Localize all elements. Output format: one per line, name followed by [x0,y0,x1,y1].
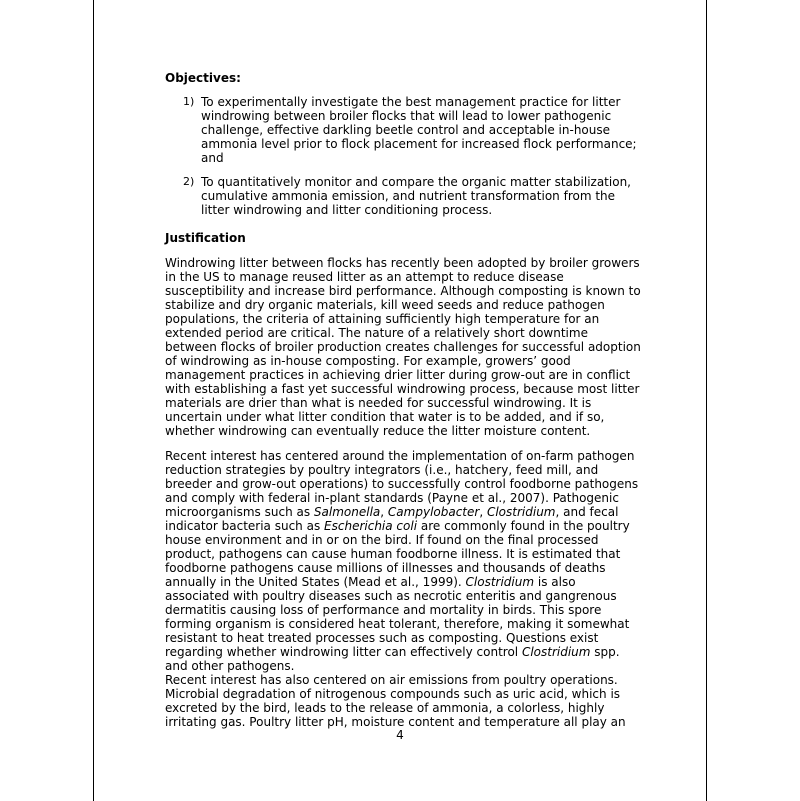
clostridium-term-1: Clostridium [486,505,556,519]
paragraph-2-text-6: is also associated with poultry diseases such as necrotic enteritis and gangrenous dermatitis causing loss of performance and mortality in birds. This spore forming organism is considered heat tolerant, therefore, making it somewhat resistant to heat treated processes such as composting. Questions exist regarding whether windrowing litter can effectively control [165,575,630,659]
paragraph-2-text-2: , [380,505,388,519]
justification-paragraph-2 [165,449,641,673]
objective-text-1: To experimentally investigate the best management practice for litter windrowing between broiler flocks that will lead to lower pathogenic challenge, effective darkling beetle control and acceptable in-house ammonia level prior to flock placement for increased flock performance; and [201,95,637,165]
paragraph-2-text-1: Recent interest has centered around the implementation of on-farm pathogen reduction strategies by poultry integrators (i.e., hatchery, feed mill, and breeder and grow-out operations) to successfully control foodborne pathogens and comply with federal in-plant standards (Payne et al., 2007). Pathogenic microorganisms such as [165,449,639,519]
objectives-list [165,95,641,217]
escherichia-coli-term: Escherichia coli [324,519,418,533]
paragraph-2-text-7: spp. and other pathogens. [165,645,620,673]
objective-item-1 [165,95,641,165]
page-number: 4 [396,728,404,742]
document-page [93,0,707,801]
clostridium-term-3: Clostridium [521,645,591,659]
paragraph-2-text-3: , [479,505,487,519]
objectives-heading: Objectives: [165,71,241,85]
objective-number-2: 2) [183,175,195,188]
clostridium-term-2: Clostridium [465,575,535,589]
justification-paragraph-3: Recent interest has also centered on air emissions from poultry operations. Microbial degradation of nitrogenous compounds such as uric acid, which is excreted by the bird, leads to the release of ammonia, a colorless, highly irritating gas. Poultry litter pH, moisture content and temperature all play an [165,673,626,729]
campylobacter-term: Campylobacter [387,505,480,519]
objective-text-2: To quantitatively monitor and compare the organic matter stabilization, cumulative ammonia emission, and nutrient transformation from the litter windrowing and litter conditioning process. [201,175,631,217]
objective-item-2 [165,175,641,217]
justification-heading: Justification [165,231,246,245]
page-content [165,71,641,729]
justification-paragraph-1: Windrowing litter between flocks has recently been adopted by broiler growers in the US to manage reused litter as an attempt to reduce disease susceptibility and increase bird performance. Although composting is known to stabilize and dry organic materials, kill weed seeds and reduce pathogen populations, the criteria of attaining sufficiently high temperature for an extended period are critical. The nature of a relatively short downtime between flocks of broiler production creates challenges for successful adoption of windrowing as in-house composting. For example, growers’ good management practices in achieving drier litter during grow-out are in conflict with establishing a fast yet successful windrowing process, because most litter materials are drier than what is needed for successful windrowing. It is uncertain under what litter condition that water is to be added, and if so, whether windrowing can eventually reduce the litter moisture content. [165,256,641,438]
salmonella-term: Salmonella [313,505,381,519]
paragraph-2-text-4: , and fecal indicator bacteria such as [165,505,619,533]
objective-number-1: 1) [183,95,195,108]
paragraph-2-text-5: are commonly found in the poultry house environment and in or on the bird. If found on the final processed product, pathogens can cause human foodborne illness. It is estimated that foodborne pathogens cause millions of illnesses and thousands of deaths annually in the United States (Mead et al., 1999). [165,519,630,589]
